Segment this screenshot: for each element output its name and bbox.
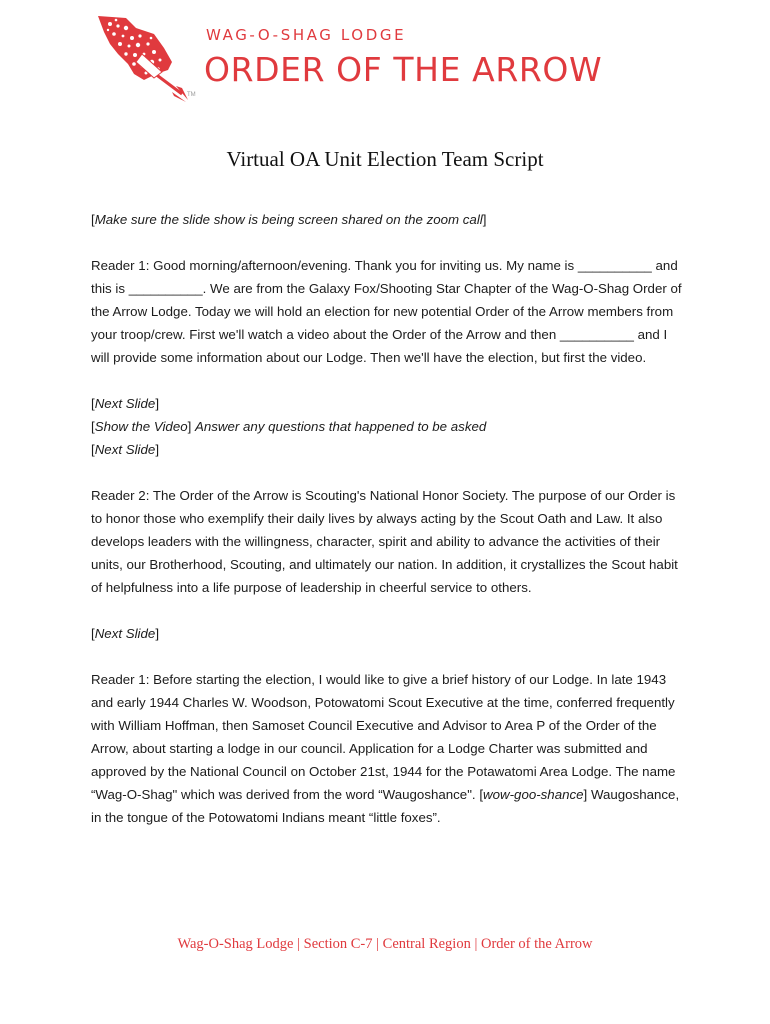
pronunciation-guide: wow-goo-shance (483, 787, 584, 802)
paragraph-text: Before starting the election, I would like to give a brief history of our Lodge. In late 1943 and early 1944 Charles W. Woodson, Potowatomi Scout Executive at the time, conferred frequently with William Hoffman, then Samoset Council Executive and Advisor to Area P of the Order of the Arrow, about starting a lodge in our council. Application for a Lodge Charter was submitted and approved by the National Council on October 21st, 1944 for the Potawatomi Area Lodge. The name “Wag-O-Shag" which was derived from the word “Waugoshance". (91, 672, 676, 802)
name-blank: __________ (559, 327, 634, 342)
speaker-label: Reader 2: (91, 488, 150, 503)
lodge-name: WAG-O-SHAG LODGE (206, 26, 407, 44)
reader1-intro-paragraph (91, 254, 687, 369)
paragraph-text: and this is (91, 258, 678, 296)
paragraph-text: Good morning/afternoon/evening. Thank you for inviting us. My name is (153, 258, 575, 273)
stage-direction: [Next Slide] (91, 396, 160, 411)
show-video-note: Answer any questions that happened to be asked (195, 419, 487, 434)
reader2-paragraph (91, 484, 687, 599)
paragraph-text: The Order of the Arrow is Scouting's National Honor Society. The purpose of our Order is to honor those who exemplify their daily lives by always acting by the Scout Oath and Law. It also develops leaders with the willingness, character, spirit and ability to advance the activities of their units, our Brotherhood, Scouting, and ultimately our nation. In addition, it crystallizes the Scout habit of helpfulness into a life purpose of leadership in cheerful service to others. (91, 488, 678, 595)
intro-note-text: Make sure the slide show is being screen shared on the zoom call (94, 212, 483, 227)
speaker-label: Reader 1: (91, 672, 150, 687)
stage-direction: [Next Slide] (91, 626, 160, 641)
intro-note: [Make sure the slide show is being screen shared on the zoom call] (91, 212, 487, 227)
name-blank: __________ (128, 281, 203, 296)
stage-direction: [Next Slide] (91, 442, 160, 457)
organization-name: ORDER OF THE ARROW (204, 50, 603, 89)
reader1-history-paragraph: Reader 1: Before starting the election, I would like to give a brief history of our Lodge. In late 1943 and early 1944 Charles W. Woodson, Potowatomi Scout Executive at the time, conferred frequently with William Hoffman, then Samoset Council Executive and Advisor to Area P of the Order of the Arrow, about starting a lodge in our council. Application for a Lodge Charter was submitted and approved by the National Council on October 21st, 1944 for the Potawatomi Area Lodge. The name “Wag-O-Shag" which was derived from the word “Waugoshance". [wow-goo-shance] Waugoshance, in the tongue of the Potowatomi Indians meant “little foxes”. (91, 672, 680, 825)
paragraph-text: and I will provide some information about our Lodge. Then we'll have the election, but first the video. (91, 327, 668, 365)
stage-direction: [Show the Video] Answer any questions that happened to be asked (91, 419, 487, 434)
arrowhead-with-scout-arrow-icon (96, 14, 206, 104)
page-title: Virtual OA Unit Election Team Script (226, 147, 544, 171)
next-slide-text: Next Slide (94, 626, 156, 641)
lodge-logo (96, 14, 206, 104)
next-slide-text: Next Slide (94, 442, 156, 457)
next-slide-text: Next Slide (94, 396, 156, 411)
paragraph-text: . We are from the Galaxy Fox/Shooting Star Chapter of the Wag-O-Shag Order of the Arrow Lodge. Today we will hold an election for new potential Order of the Arrow members from your troop/crew. First we'll watch a video about the Order of the Arrow and then (91, 281, 682, 342)
name-blank: __________ (577, 258, 652, 273)
paragraph-text: Waugoshance, in the tongue of the Potowatomi Indians meant “little foxes”. (91, 787, 680, 825)
trademark-symbol: TM (187, 92, 196, 98)
page-footer: Wag-O-Shag Lodge | Section C-7 | Central Region | Order of the Arrow (177, 936, 593, 952)
show-video-text: Show the Video (94, 419, 188, 434)
script-body (91, 208, 687, 852)
speaker-label: Reader 1: (91, 258, 150, 273)
